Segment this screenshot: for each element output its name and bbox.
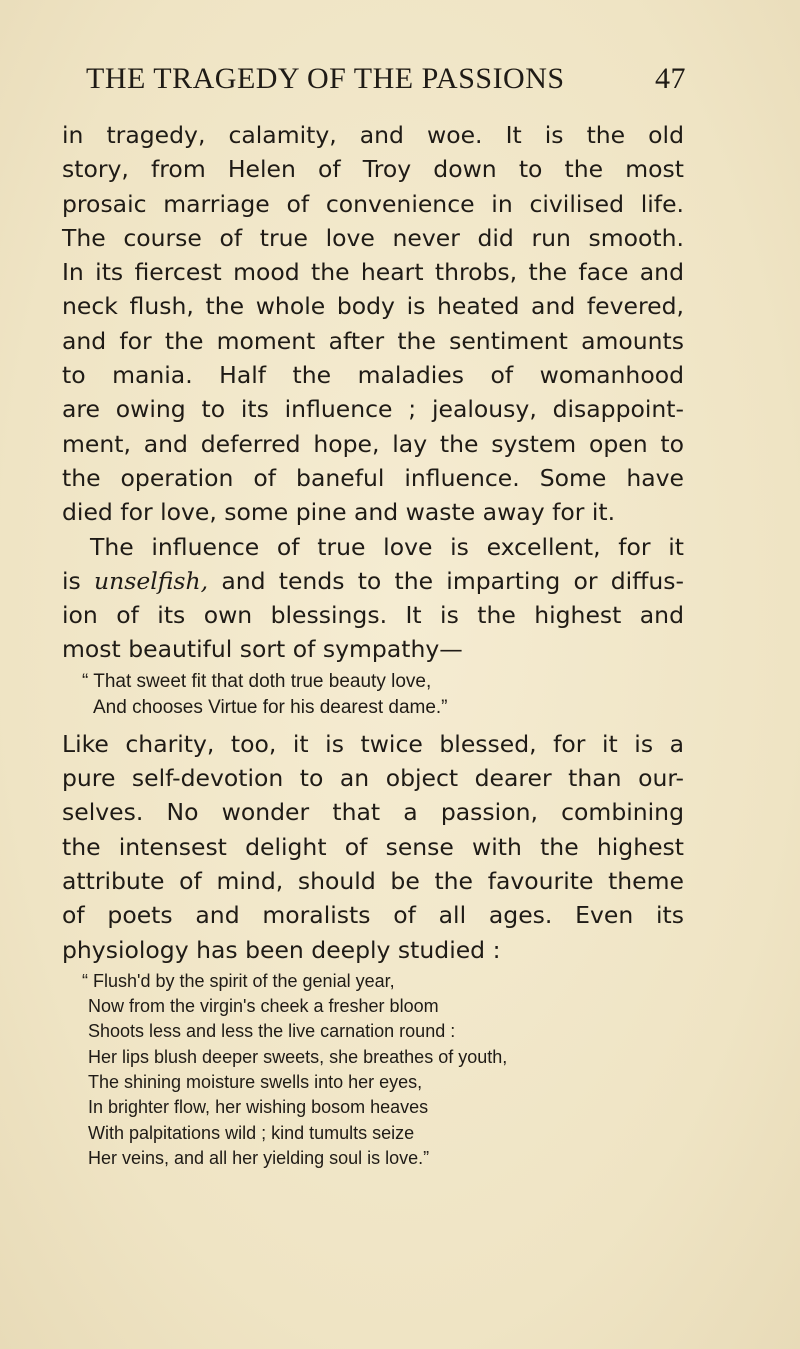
emphasized-word: unselfish, xyxy=(94,566,209,595)
text-line: the intensest delight of sense with the highest xyxy=(62,832,684,861)
verse-line: Shoots less and less the live carnation round : xyxy=(88,1021,456,1042)
text-line: In its fiercest mood the heart throbs, the face and xyxy=(62,258,684,287)
text-line: in tragedy, calamity, and woe. It is the old xyxy=(62,121,684,149)
verse-line: Her lips blush deeper sweets, she breathes of youth, xyxy=(88,1046,508,1067)
text-line: pure self-devotion to an object dearer than our- xyxy=(62,764,684,793)
text-line: the operation of baneful influence. Some have xyxy=(62,463,684,492)
text-line: ment, and deferred hope, lay the system open to xyxy=(62,429,684,458)
verse-line: The shining moisture swells into her eyes, xyxy=(88,1072,423,1093)
body-text xyxy=(62,118,684,1177)
verse-quote-2 xyxy=(62,969,684,1171)
running-header xyxy=(86,62,686,96)
text-fragment: is xyxy=(62,566,94,595)
text-line: The course of true love never did run smooth. xyxy=(62,223,684,252)
verse-line: Now from the virgin's cheek a fresher bloom xyxy=(88,996,439,1017)
paragraph-1 xyxy=(62,118,684,530)
text-line: neck flush, the whole body is heated and fevered, xyxy=(62,292,684,321)
paragraph-2 xyxy=(62,530,684,667)
text-line: selves. No wonder that a passion, combining xyxy=(62,798,684,827)
text-line: ion of its own blessings. It is the highest and xyxy=(62,601,684,630)
verse-line: With palpitations wild ; kind tumults seize xyxy=(88,1122,415,1143)
running-title: THE TRAGEDY OF THE PASSIONS xyxy=(86,62,565,95)
text-line: prosaic marriage of convenience in civilised life. xyxy=(62,189,684,218)
verse-line: “ Flush'd by the spirit of the genial year, xyxy=(82,970,395,991)
verse-line: “ That sweet fit that doth true beauty love, xyxy=(82,670,432,692)
text-line: The influence of true love is excellent, for it xyxy=(90,532,684,561)
text-line: story, from Helen of Troy down to the most xyxy=(62,155,684,184)
text-fragment: and tends to the imparting or diffus- xyxy=(208,566,684,595)
text-line: and for the moment after the sentiment amounts xyxy=(62,326,684,355)
verse-line: In brighter flow, her wishing bosom heaves xyxy=(88,1097,429,1118)
verse-line: Her veins, and all her yielding soul is love.” xyxy=(88,1147,430,1168)
verse-quote-1 xyxy=(62,669,684,721)
text-line: of poets and moralists of all ages. Even its xyxy=(62,901,684,930)
text-line: died for love, some pine and waste away for it. xyxy=(62,498,616,527)
text-line: physiology has been deeply studied : xyxy=(62,935,501,964)
text-line xyxy=(62,564,684,598)
text-line: attribute of mind, should be the favourite theme xyxy=(62,866,684,895)
text-line: are owing to its influence ; jealousy, disappoint- xyxy=(62,395,684,424)
page-number: 47 xyxy=(655,62,686,95)
verse-line: And chooses Virtue for his dearest dame.” xyxy=(93,696,448,718)
text-line: most beautiful sort of sympathy— xyxy=(62,635,463,664)
text-line: Like charity, too, it is twice blessed, for it is a xyxy=(62,729,684,758)
paragraph-3 xyxy=(62,727,684,967)
text-line: to mania. Half the maladies of womanhood xyxy=(62,361,684,390)
